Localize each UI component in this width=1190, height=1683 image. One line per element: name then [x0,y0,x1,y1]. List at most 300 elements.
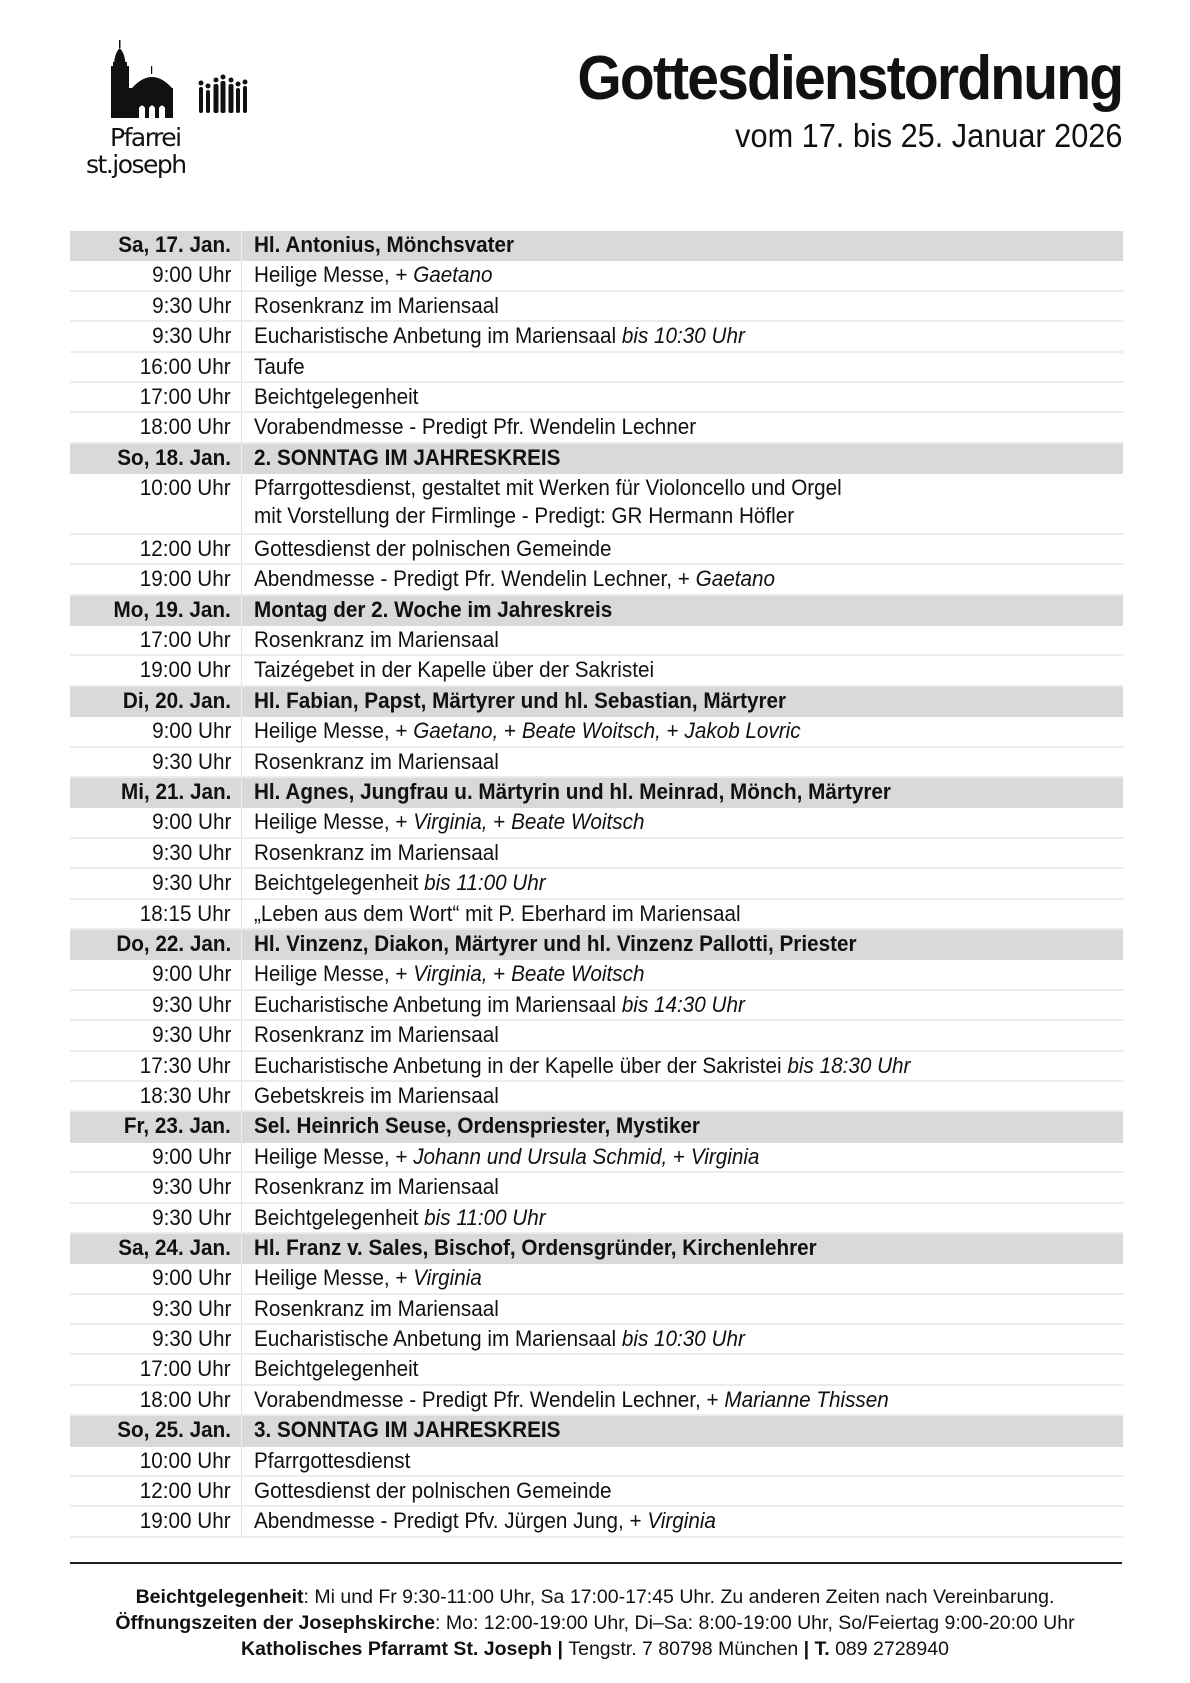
description-line [254,1204,1071,1232]
event-row [70,839,1123,869]
event-time [70,322,242,350]
event-note: Virginia, [413,961,488,987]
time-text: 18:15 Uhr [140,900,231,926]
event-row [70,656,1123,686]
description-line [254,1021,1071,1049]
date-text: Fr, 23. Jan. [124,1113,231,1139]
event-time [70,353,242,381]
day-date [70,231,242,261]
event-row [70,322,1123,352]
description-line [254,717,1071,745]
day-title [242,1234,1123,1264]
event-note: bis 18:30 Uhr [787,1052,911,1078]
feast-title: Montag der 2. Woche im Jahreskreis [254,596,613,622]
time-text: 9:30 Uhr [151,292,231,318]
description-line [254,960,1071,988]
description-line [254,626,1071,654]
time-text: 19:00 Uhr [140,566,231,592]
description-line [254,1325,1071,1353]
event-row [70,474,1123,535]
event-text: Heilige Messe, + [254,1265,414,1291]
event-time [70,474,242,533]
event-description [242,413,1123,441]
time-text: 10:00 Uhr [140,475,231,501]
time-text: 9:00 Uhr [151,809,231,835]
time-text: 12:00 Uhr [140,535,231,561]
event-text: Taizégebet in der Kapelle über der Sakristei [254,657,655,683]
event-time [70,1295,242,1323]
event-row [70,1447,1123,1477]
event-description [242,869,1123,897]
time-text: 9:30 Uhr [151,1174,231,1200]
event-text: Abendmesse - Predigt Pfr. Wendelin Lechner, + [254,566,696,592]
day-header-row [70,1234,1123,1264]
office-label: Katholisches Pfarramt St. Joseph [241,1638,553,1660]
date-text: So, 18. Jan. [117,444,231,470]
hours-label: Öffnungszeiten der Josephskirche [115,1612,436,1634]
day-title [242,596,1123,626]
event-note: Beate Woitsch [511,809,645,835]
event-note: Jakob Lovric [684,718,801,744]
time-text: 9:00 Uhr [151,1143,231,1169]
feast-title: Hl. Antonius, Mönchsvater [254,232,515,257]
separator: | [552,1638,569,1660]
event-text: Eucharistische Anbetung in der Kapelle über der Sakristei [254,1052,788,1078]
feast-title: 2. SONNTAG IM JAHRESKREIS [254,444,561,470]
feast-title: Hl. Fabian, Papst, Märtyrer und hl. Sebastian, Märtyrer [254,687,787,713]
event-description [242,1386,1123,1414]
event-note: Marianne Thissen [724,1386,889,1412]
event-note: Johann und Ursula Schmid, [413,1143,668,1169]
time-text: 9:00 Uhr [151,1265,231,1291]
event-text: Beichtgelegenheit [254,1204,425,1230]
feast-title: Hl. Franz v. Sales, Bischof, Ordensgründer, Kirchenlehrer [254,1234,817,1260]
event-description [242,1143,1123,1171]
day-date [70,778,242,808]
description-line [254,1173,1071,1201]
event-note: bis 10:30 Uhr [621,323,745,349]
description-line [254,1477,1071,1505]
event-note: bis 11:00 Uhr [424,1204,546,1230]
address: Tengstr. 7 80798 München [568,1638,799,1660]
event-description [242,991,1123,1019]
day-title [242,930,1123,960]
event-row [70,1295,1123,1325]
event-row [70,808,1123,838]
event-time [70,839,242,867]
time-text: 17:00 Uhr [140,383,231,409]
event-note: Beate Woitsch, [521,718,661,744]
description-line [254,322,1071,350]
day-date [70,596,242,626]
date-text: Mo, 19. Jan. [113,596,231,622]
event-note: Virginia [690,1143,760,1169]
time-text: 19:00 Uhr [140,657,231,683]
event-row [70,1386,1123,1416]
event-time [70,1477,242,1505]
event-text: Rosenkranz im Mariensaal [254,839,499,865]
event-time [70,383,242,411]
event-text: Rosenkranz im Mariensaal [254,627,499,653]
event-row [70,261,1123,291]
event-text: Gottesdienst der polnischen Gemeinde [254,535,612,561]
feast-title: Sel. Heinrich Seuse, Ordenspriester, Mystiker [254,1113,700,1139]
event-time [70,413,242,441]
date-text: Sa, 17. Jan. [118,232,231,257]
event-time [70,869,242,897]
description-line [254,1143,1071,1171]
day-header-row [70,596,1123,626]
description-line [254,748,1071,776]
event-description [242,1477,1123,1505]
event-description [242,1204,1123,1232]
time-text: 9:30 Uhr [151,991,231,1017]
event-description [242,839,1123,867]
event-note: Gaetano [695,566,775,592]
time-text: 9:30 Uhr [151,323,231,349]
event-note: Gaetano [413,262,493,288]
time-text: 12:00 Uhr [140,1478,231,1504]
event-text: + [660,718,685,744]
time-text: 17:00 Uhr [140,1356,231,1382]
event-text: + [667,1143,691,1169]
time-text: 9:30 Uhr [151,839,231,865]
event-time [70,626,242,654]
date-text: Mi, 21. Jan. [120,779,231,805]
event-row [70,1082,1123,1112]
event-row [70,900,1123,930]
event-text: Vorabendmesse - Predigt Pfr. Wendelin Lechner, + [254,1386,725,1412]
date-text: So, 25. Jan. [117,1417,231,1443]
event-text: Eucharistische Anbetung im Mariensaal [254,991,622,1017]
event-time [70,1143,242,1171]
description-line [254,444,1071,472]
event-text: Eucharistische Anbetung im Mariensaal [254,323,622,349]
event-time [70,1204,242,1232]
event-row [70,383,1123,413]
time-text: 9:30 Uhr [151,1295,231,1321]
event-time [70,1507,242,1535]
description-line [254,565,1071,593]
event-row [70,1477,1123,1507]
time-text: 19:00 Uhr [140,1508,231,1534]
description-line [254,1295,1071,1323]
event-description [242,565,1123,593]
event-text: + [498,718,522,744]
event-time [70,1264,242,1292]
event-time [70,261,242,289]
event-description [242,1295,1123,1323]
event-description [242,1264,1123,1292]
time-text: 10:00 Uhr [140,1447,231,1473]
event-row [70,1143,1123,1173]
time-text: 16:00 Uhr [140,353,231,379]
description-line [254,839,1071,867]
description-line [254,1234,1071,1262]
event-text: Gottesdienst der polnischen Gemeinde [254,1478,612,1504]
church-icon [86,36,256,126]
day-date [70,930,242,960]
event-row [70,1264,1123,1294]
time-text: 18:30 Uhr [140,1082,231,1108]
event-time [70,565,242,593]
day-date [70,1234,242,1264]
event-note: Gaetano, [413,718,499,744]
event-row [70,1021,1123,1051]
event-text: + [487,961,512,987]
event-row [70,1355,1123,1385]
separator: | [798,1638,815,1660]
event-time [70,1082,242,1110]
description-line [254,1416,1071,1444]
event-text: Rosenkranz im Mariensaal [254,1174,499,1200]
description-line [254,535,1071,563]
event-time [70,1386,242,1414]
event-text: Taufe [254,353,305,379]
footer-contact [0,1636,1190,1662]
event-note: Virginia [647,1508,716,1534]
event-text: Heilige Messe, + [254,718,414,744]
event-description [242,1082,1123,1110]
event-note: bis 10:30 Uhr [621,1326,745,1352]
event-note: Virginia [413,1265,482,1291]
event-time [70,1052,242,1080]
time-text: 9:30 Uhr [151,1022,231,1048]
event-description [242,626,1123,654]
event-time [70,717,242,745]
event-row [70,960,1123,990]
event-description [242,383,1123,411]
event-description [242,292,1123,320]
event-text: + [487,809,512,835]
event-note: bis 11:00 Uhr [424,870,546,896]
event-text: Heilige Messe, + [254,1143,414,1169]
event-text: Rosenkranz im Mariensaal [254,1022,499,1048]
event-row [70,748,1123,778]
event-text: Pfarrgottesdienst [254,1447,411,1473]
page-title: Gottesdienstordnung [577,44,1122,113]
event-text: „Leben aus dem Wort“ mit P. Eberhard im Mariensaal [254,900,741,926]
description-line [254,656,1071,684]
event-text: Rosenkranz im Mariensaal [254,748,499,774]
date-text: Sa, 24. Jan. [118,1234,231,1260]
footer-opening-hours [0,1610,1190,1636]
event-description [242,1507,1123,1535]
confession-text: : Mi und Fr 9:30-11:00 Uhr, Sa 17:00-17:45 Uhr. Zu anderen Zeiten nach Vereinbarung. [303,1586,1055,1608]
time-text: 9:00 Uhr [151,718,231,744]
phone-label: T. [814,1638,830,1660]
footer-confession [0,1584,1190,1610]
event-text: Beichtgelegenheit [254,870,425,896]
event-text: Heilige Messe, + [254,262,414,288]
logo-wordmark [86,124,186,178]
event-time [70,960,242,988]
event-text: Rosenkranz im Mariensaal [254,292,499,318]
day-date [70,1416,242,1446]
event-row [70,869,1123,899]
event-time [70,535,242,563]
time-text: 9:30 Uhr [151,1326,231,1352]
description-line [254,1264,1071,1292]
event-time [70,292,242,320]
event-note: bis 14:30 Uhr [621,991,745,1017]
schedule-table [70,231,1123,1538]
day-date [70,1112,242,1142]
event-time [70,748,242,776]
description-line [254,383,1071,411]
event-text: Vorabendmesse - Predigt Pfr. Wendelin Lechner [254,414,697,440]
event-text: Abendmesse - Predigt Pfv. Jürgen Jung, + [254,1508,648,1534]
parish-logo [86,36,256,186]
description-line-2: mit Vorstellung der Firmlinge - Predigt: GR Hermann Höfler [254,503,795,529]
event-row [70,1204,1123,1234]
event-time [70,808,242,836]
time-text: 18:00 Uhr [140,414,231,440]
day-date [70,687,242,717]
description-line [254,930,1071,958]
day-header-row [70,231,1123,261]
description-line [254,1082,1071,1110]
description-line [254,778,1071,806]
time-text: 9:30 Uhr [151,870,231,896]
time-text: 18:00 Uhr [140,1386,231,1412]
event-row [70,353,1123,383]
event-time [70,1447,242,1475]
description-line [254,900,1071,928]
event-description [242,261,1123,289]
event-time [70,900,242,928]
event-row [70,991,1123,1021]
day-header-row [70,1416,1123,1446]
time-text: 17:00 Uhr [140,627,231,653]
confession-label: Beichtgelegenheit [135,1586,304,1608]
description-line [254,474,1071,502]
day-header-row [70,444,1123,474]
day-date [70,444,242,474]
day-title [242,1416,1123,1446]
event-description [242,1173,1123,1201]
description-line [254,353,1071,381]
event-description [242,960,1123,988]
time-text: 9:30 Uhr [151,1204,231,1230]
description-line [254,1386,1071,1414]
description-line [254,1447,1071,1475]
event-description [242,322,1123,350]
event-text: Gebetskreis im Mariensaal [254,1082,499,1108]
description-line [254,869,1071,897]
event-description [242,1021,1123,1049]
date-text: Do, 22. Jan. [116,931,231,956]
event-row [70,626,1123,656]
event-text: Heilige Messe, + [254,961,414,987]
day-header-row [70,778,1123,808]
event-text: Beichtgelegenheit [254,383,419,409]
event-text: Rosenkranz im Mariensaal [254,1295,499,1321]
event-row [70,565,1123,595]
date-text: Di, 20. Jan. [122,687,231,713]
description-line [254,687,1071,715]
date-range: vom 17. bis 25. Januar 2026 [734,117,1122,154]
time-text: 9:00 Uhr [151,262,231,288]
description-line [254,413,1071,441]
day-header-row [70,1112,1123,1142]
phone-number: 089 2728940 [829,1638,949,1660]
event-note: Virginia, [413,809,488,835]
event-time [70,1173,242,1201]
day-header-row [70,687,1123,717]
event-row [70,413,1123,443]
footer-divider [70,1562,1122,1564]
people-icon [199,75,248,114]
description-line [254,596,1071,624]
event-row [70,1052,1123,1082]
logo-line-2: st.joseph [86,150,186,179]
event-description [242,1325,1123,1353]
event-description [242,717,1123,745]
description-line [254,1052,1071,1080]
time-text: 17:30 Uhr [140,1052,231,1078]
description-line [254,808,1071,836]
feast-title: Hl. Vinzenz, Diakon, Märtyrer und hl. Vinzenz Pallotti, Priester [254,931,857,956]
description-line [254,1507,1071,1535]
time-text: 9:00 Uhr [151,961,231,987]
description-line [254,1112,1071,1140]
event-time [70,1325,242,1353]
day-title [242,687,1123,717]
event-description [242,748,1123,776]
event-row [70,1325,1123,1355]
description-line [254,261,1071,289]
description-line [254,292,1071,320]
day-title [242,778,1123,808]
event-description [242,474,1123,533]
time-text: 9:30 Uhr [151,748,231,774]
event-time [70,991,242,1019]
event-row [70,717,1123,747]
event-text: Eucharistische Anbetung im Mariensaal [254,1326,622,1352]
event-description [242,1355,1123,1383]
feast-title: 3. SONNTAG IM JAHRESKREIS [254,1417,561,1443]
day-title [242,231,1123,261]
event-row [70,1173,1123,1203]
event-description [242,353,1123,381]
day-header-row [70,930,1123,960]
logo-line-1: Pfarrei [110,123,181,152]
event-row [70,535,1123,565]
day-title [242,444,1123,474]
description-line [254,1355,1071,1383]
event-description [242,808,1123,836]
event-description [242,535,1123,563]
event-description [242,1052,1123,1080]
event-description [242,900,1123,928]
feast-title: Hl. Agnes, Jungfrau u. Märtyrin und hl. Meinrad, Mönch, Märtyrer [254,779,891,805]
event-note: Beate Woitsch [511,961,645,987]
event-text: Beichtgelegenheit [254,1356,419,1382]
event-time [70,656,242,684]
hours-text: : Mo: 12:00-19:00 Uhr, Di–Sa: 8:00-19:00 Uhr, So/Feiertag 9:00-20:00 Uhr [435,1612,1075,1634]
event-time [70,1355,242,1383]
description-line [254,231,1071,259]
description-line [254,991,1071,1019]
event-row [70,292,1123,322]
event-row [70,1507,1123,1537]
event-text: Pfarrgottesdienst, gestaltet mit Werken für Violoncello und Orgel [254,475,842,501]
event-time [70,1021,242,1049]
event-description [242,656,1123,684]
event-description [242,1447,1123,1475]
event-text: Heilige Messe, + [254,809,414,835]
